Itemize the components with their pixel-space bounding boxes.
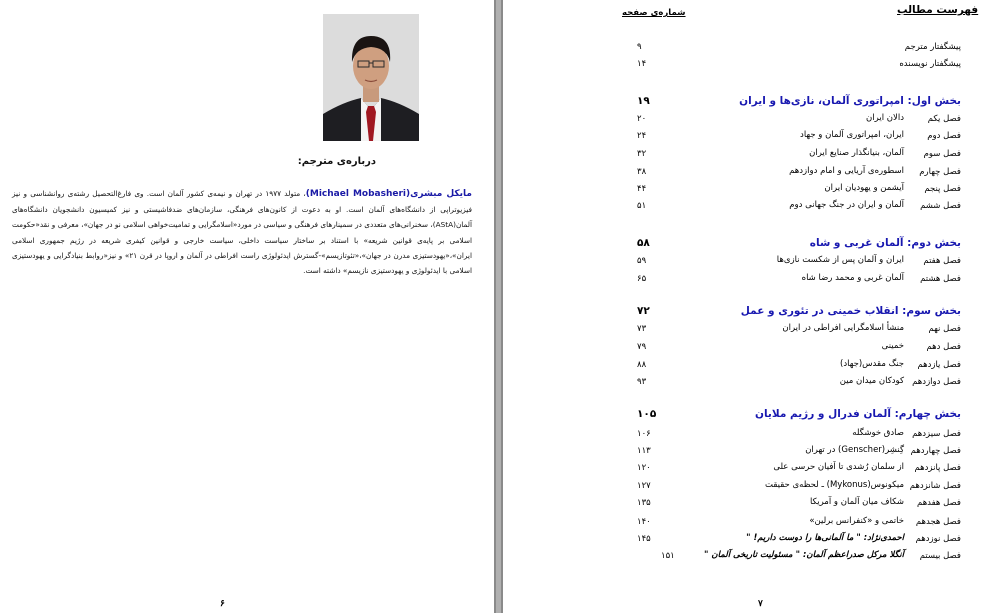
toc-page-number: ۸۸ bbox=[637, 360, 647, 370]
toc-page-number: ۱۲۷ bbox=[637, 481, 651, 491]
toc-chapter-19[interactable]: احمدی‌نژاد: " ما آلمانی‌ها را دوست داریم! " bbox=[746, 533, 904, 543]
toc-page-number: ۱۴۰ bbox=[637, 517, 651, 527]
toc-page-number: ۱۵۱ bbox=[661, 551, 675, 561]
toc-chapter-12[interactable]: کودکان میدان مین bbox=[839, 376, 904, 386]
toc-page-number: ۷۹ bbox=[637, 342, 647, 352]
chapter-label: فصل چهارم bbox=[919, 167, 961, 177]
toc-chapter-3[interactable]: آلمان، بنیانگذار صنایع ایران bbox=[809, 148, 904, 158]
toc-chapter-10[interactable]: خمینی bbox=[881, 341, 904, 351]
toc-chapter-11[interactable]: جنگ مقدس(جهاد) bbox=[840, 359, 904, 369]
chapter-label: فصل سیزدهم bbox=[912, 429, 961, 439]
translator-name: مایکل مبشری(Michael Mobasheri) bbox=[305, 189, 472, 199]
chapter-label: فصل یازدهم bbox=[917, 360, 961, 370]
gutter-edge-left bbox=[494, 0, 496, 613]
toc-page-number: ۳۲ bbox=[637, 149, 647, 159]
chapter-label: فصل نوزدهم bbox=[915, 534, 961, 544]
right-page bbox=[503, 0, 999, 613]
toc-entry-author-preface[interactable]: پیشگفتار نویسنده bbox=[899, 59, 961, 69]
chapter-label: فصل چهاردهم bbox=[910, 446, 961, 456]
toc-chapter-1[interactable]: دالان ایران bbox=[866, 113, 904, 123]
page-gutter bbox=[494, 0, 503, 613]
chapter-label: فصل یکم bbox=[927, 114, 961, 124]
toc-entry-translator-preface[interactable]: پیشگفتار مترجم bbox=[904, 42, 961, 52]
toc-title: فهرست مطالب bbox=[897, 4, 979, 16]
toc-page-number: ۱۴۵ bbox=[637, 534, 651, 544]
toc-chapter-13[interactable]: صادق خوشگله bbox=[852, 428, 904, 438]
chapter-label: فصل بیستم bbox=[919, 551, 961, 561]
chapter-label: فصل پنجم bbox=[924, 184, 961, 194]
toc-chapter-5[interactable]: آیشمن و یهودیان ایران bbox=[824, 183, 904, 193]
toc-chapter-16[interactable]: میکونوس(Mykonus) ـ لحظه‌ی حقیقت bbox=[765, 480, 904, 490]
toc-page-number: ۱۰۶ bbox=[637, 429, 651, 439]
toc-part-page-number: ۵۸ bbox=[637, 237, 650, 249]
chapter-label: فصل هفدهم bbox=[917, 498, 961, 508]
about-translator-heading: درباره‌ی مترجم: bbox=[297, 156, 376, 167]
bio-text: ، متولد ۱۹۷۷ در تهران و نیمه‌ی کشور آلمان است. وی فارغ‌التحصیل رشته‌ی روانشناسی و نیز فیزیوتراپی از دانشگاه‌های آلمان است. او به دعوت از کانون‌های فرهنگی، سازمان‌های ضدفاشیستی و نیز کمیسیون دانشجویان دانشگاه‌های آلمان(AStA)، سخنرانی‌های متعددی در سمینارهای فرهنگی و سیاسی در مورد«اسلامگرایی و تمامیت‌خواهی اسلامی نو در جهان»، معرفی و نقد«حکومت اسلامی بر پایه‌ی قوانین شریعه» با استناد بر ساختار سیاست داخلی، سیاست خارجی و قوانین کیفری شریعه در رژیم جمهوری اسلامی ایران»،«یهودستیزی مدرن در جهان»،«تئوتازیسم»-گسترش ایدئولوژی راست افراطی در آلمان و اروپا در قرن ۲۱» و نیز«روابط بنیادگرایی و یهودستیزی اسلامی با ایدئولوژی و یهودستیزی نازیسم» داشته است. bbox=[12, 189, 472, 276]
chapter-label: فصل پانزدهم bbox=[914, 463, 961, 473]
toc-page-number: ۴۴ bbox=[637, 184, 647, 194]
chapter-label: فصل هفتم bbox=[923, 256, 961, 266]
toc-part-4[interactable]: بخش چهارم: آلمان فدرال و رژیم ملایان bbox=[755, 408, 961, 420]
right-page-number: ۷ bbox=[758, 599, 763, 609]
chapter-label: فصل شانزدهم bbox=[909, 481, 961, 491]
toc-chapter-15[interactable]: از سلمان رُشدی تا اَفیان حرسی علی bbox=[773, 462, 904, 472]
translator-bio bbox=[12, 186, 472, 278]
toc-part-3[interactable]: بخش سوم: انقلاب خمینی در تئوری و عمل bbox=[740, 305, 961, 317]
left-page-number: ۶ bbox=[220, 599, 225, 609]
left-page bbox=[0, 0, 494, 613]
toc-page-number: ۵۱ bbox=[637, 201, 647, 211]
toc-chapter-6[interactable]: آلمان و ایران در جنگ جهانی دوم bbox=[789, 200, 904, 210]
toc-chapter-7[interactable]: ایران و آلمان پس از شکست نازی‌ها bbox=[776, 255, 904, 265]
chapter-label: فصل سوم bbox=[923, 149, 961, 159]
chapter-label: فصل نهم bbox=[928, 324, 961, 334]
chapter-label: فصل هشتم bbox=[920, 274, 961, 284]
toc-part-page-number: ۱۹ bbox=[637, 95, 650, 107]
toc-page-number: ۶۵ bbox=[637, 274, 647, 284]
chapter-label: فصل ششم bbox=[920, 201, 961, 211]
toc-page-number: ۹ bbox=[637, 42, 642, 52]
toc-page-number: ۲۰ bbox=[637, 114, 647, 124]
page-column-header: شماره‌ی صفحه bbox=[622, 8, 686, 18]
toc-chapter-2[interactable]: ایران، امپراتوری آلمان و جهاد bbox=[800, 130, 904, 140]
toc-chapter-8[interactable]: آلمان غربی و محمد رضا شاه bbox=[801, 273, 904, 283]
toc-page-number: ۳۸ bbox=[637, 167, 647, 177]
toc-page-number: ۲۴ bbox=[637, 131, 647, 141]
toc-page-number: ۱۲۰ bbox=[637, 463, 651, 473]
translator-photo bbox=[323, 14, 419, 141]
toc-chapter-14[interactable]: گِنشِر(Genscher) در تهران bbox=[805, 445, 904, 455]
toc-part-page-number: ۱۰۵ bbox=[637, 408, 657, 420]
toc-page-number: ۱۱۳ bbox=[637, 446, 651, 456]
toc-part-page-number: ۷۲ bbox=[637, 305, 650, 317]
toc-chapter-17[interactable]: شکاف میان آلمان و آمریکا bbox=[809, 497, 904, 507]
chapter-label: فصل دوم bbox=[927, 131, 961, 141]
chapter-label: فصل دهم bbox=[926, 342, 961, 352]
chapter-label: فصل هجدهم bbox=[915, 517, 961, 527]
toc-chapter-18[interactable]: خاتمی و «کنفرانس برلین» bbox=[809, 516, 904, 526]
toc-part-1[interactable]: بخش اول: امپراتوری آلمان، نازی‌ها و ایران bbox=[739, 95, 961, 107]
toc-page-number: ۱۳۵ bbox=[637, 498, 651, 508]
chapter-label: فصل دوازدهم bbox=[912, 377, 961, 387]
toc-chapter-9[interactable]: منشأ اسلامگرایی افراطی در ایران bbox=[782, 323, 904, 333]
toc-page-number: ۹۳ bbox=[637, 377, 647, 387]
toc-page-number: ۵۹ bbox=[637, 256, 647, 266]
toc-chapter-4[interactable]: اسطوره‌ی آریایی و امام دوازدهم bbox=[789, 166, 904, 176]
toc-chapter-20[interactable]: آنگلا مرکل صدراعظم آلمان: " مسئولیت تاریخی آلمان " bbox=[704, 550, 904, 560]
toc-page-number: ۱۴ bbox=[637, 59, 647, 69]
toc-part-2[interactable]: بخش دوم: آلمان غربی و شاه bbox=[809, 237, 961, 249]
toc-page-number: ۷۳ bbox=[637, 324, 647, 334]
